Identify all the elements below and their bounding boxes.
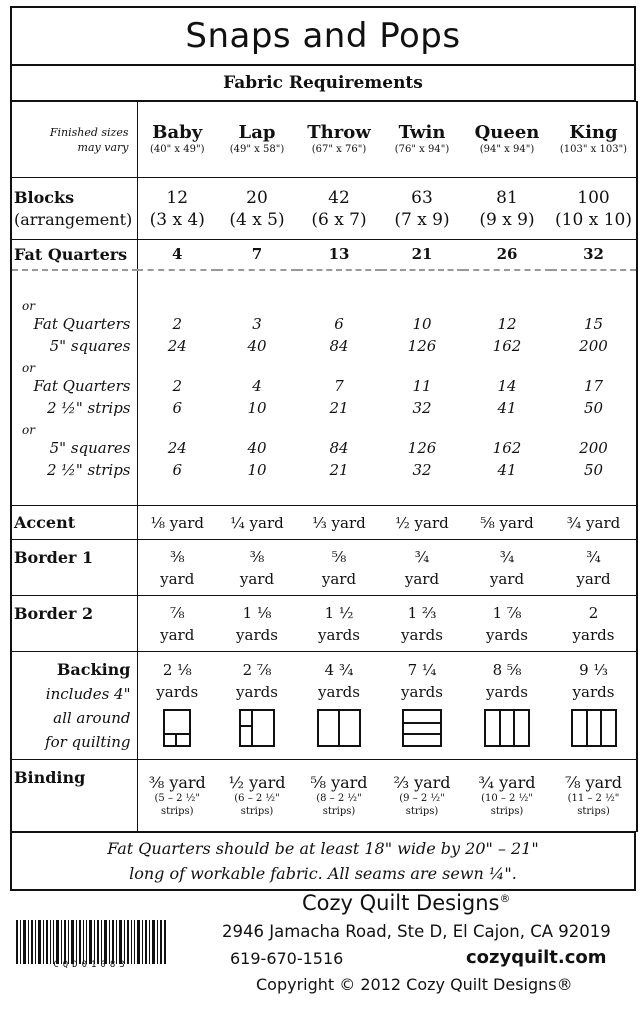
backing-diagram-lap [239, 709, 275, 747]
copyright: Copyright © 2012 Cozy Quilt Designs® [256, 975, 573, 994]
company-phone: 619-670-1516 [230, 949, 344, 968]
size-dims: (67" x 76") [311, 143, 367, 155]
backing-diagram-king [571, 709, 617, 747]
size-dims: (76" x 94") [394, 143, 450, 155]
backing-diagram-twin [402, 709, 442, 747]
backing-diagram-throw [317, 709, 361, 747]
size-dims: (103" x 103") [559, 143, 628, 155]
size-name: Baby [152, 121, 203, 143]
blocks-row: Blocks (arrangement) 12 (3 x 4) 20 (4 x 5) 42 (6 x 7) 63 (7 x 9) 81 (9 x 9) 100 (10 x 10) [11, 178, 637, 240]
binding-row: Binding ⅜ yard (5 – 2 ½" strips) ½ yard (6 – 2 ½" strips) ⅝ yard (8 – 2 ½" strips) ⅔ yard (9 – 2 ½" strips) ¾ yard (10 – 2 ½" strips) ⅞ yard (11 – 2 ½" strips) [11, 760, 637, 832]
border1-row: Border 1 ⅜ yard ⅜ yard ⅝ yard ¾ yard ¾ yard ¾ yard [11, 540, 637, 596]
size-name: King [569, 121, 618, 143]
size-name: Queen [474, 121, 540, 143]
size-header-row [11, 102, 637, 178]
backing-row: Backing includes 4" all around for quilting 2 ⅛ yards 2 ⅞ yards 4 ¾ yards 7 ¼ yards 8 ⅝ yards 9 ⅓ yards [11, 652, 637, 760]
company-name: Cozy Quilt Designs® [302, 891, 511, 915]
accent-row: Accent ⅛ yard ¼ yard ⅓ yard ½ yard ⅝ yard ¾ yard [11, 506, 637, 540]
size-dims: (94" x 94") [479, 143, 535, 155]
backing-diagram-queen [484, 709, 530, 747]
company-website: cozyquilt.com [466, 947, 607, 968]
size-name: Throw [307, 121, 371, 143]
barcode-graphic [16, 920, 166, 964]
fat-quarters-row: Fat Quarters 4 7 13 21 26 32 [11, 240, 637, 270]
size-dims: (40" x 49") [150, 143, 205, 155]
alternatives-row: or Fat Quarters 5" squares or Fat Quarters 2 ½" strips or 5" squares 2 ½" strips 2 24 2 6 24 6 3 40 4 10 40 10 6 84 7 21 84 21 10 126 11 32 126 32 12 162 14 41 162 41 15 200 17 50 200 50 [11, 270, 637, 506]
backing-diagram-baby [163, 709, 191, 747]
fat-quarter-note: Fat Quarters should be at least 18" wide by 20" – 21" long of workable fabric. All seams are sewn ¼". [10, 832, 636, 891]
pattern-title: Snaps and Pops [10, 6, 636, 64]
border2-row: Border 2 ⅞ yard 1 ⅛ yards 1 ½ yards 1 ⅔ yards 1 ⅞ yards 2 yards [11, 596, 637, 652]
section-title: Fabric Requirements [10, 64, 636, 101]
barcode-number: CQD01083 [53, 960, 129, 970]
size-name: Lap [238, 121, 276, 143]
fabric-requirements-table [10, 101, 638, 832]
finished-sizes-note: Finished sizes may vary [11, 102, 137, 178]
size-dims: (49" x 58") [229, 143, 285, 155]
pattern-sheet [10, 6, 636, 891]
company-address: 2946 Jamacha Road, Ste D, El Cajon, CA 92019 [222, 922, 611, 941]
size-name: Twin [398, 121, 446, 143]
